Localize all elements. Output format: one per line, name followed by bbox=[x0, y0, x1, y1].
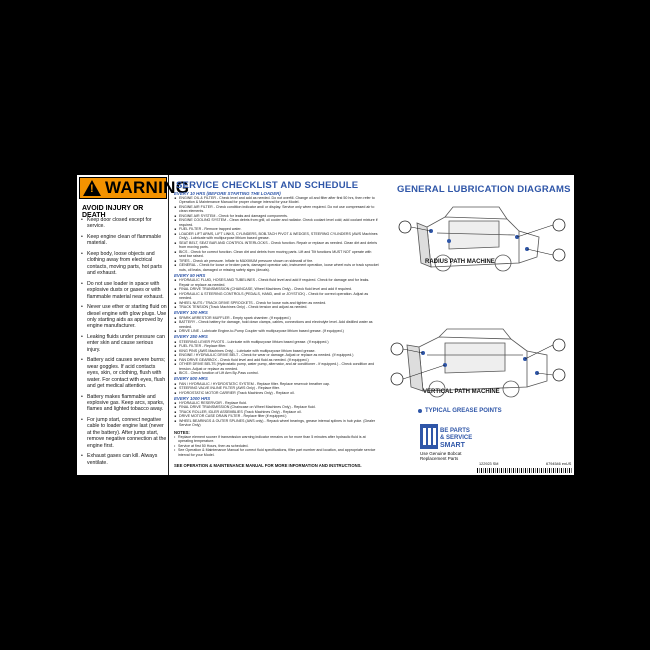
vertical-path-caption: VERTICAL PATH MACHINE bbox=[423, 389, 500, 395]
warning-header bbox=[79, 177, 190, 199]
part-number-right: 6794546 enUS bbox=[546, 462, 572, 466]
logo-caption bbox=[420, 451, 462, 461]
avoid-injury-heading: AVOID INJURY OR DEATH bbox=[82, 205, 144, 219]
lubrication-title: GENERAL LUBRICATION DIAGRAMS bbox=[397, 184, 571, 195]
checklist-body bbox=[174, 190, 379, 457]
schedule-heading: EVERY 10 HRS (BEFORE STARTING THE LOADER) bbox=[174, 190, 281, 196]
checklist-item: ■ STEERING VALVE INLINE FILTER (AWS Only) - Replace filter. bbox=[174, 386, 379, 391]
lubrication-panel bbox=[383, 175, 574, 475]
note-item: • See Operation & Maintenance Manual for correct fluid specifications, filter part number and location, and appropriate service interval for your Model. bbox=[174, 448, 379, 457]
note-item: • Service at first 50 Hours, then as scheduled. bbox=[174, 444, 379, 449]
checklist-item: ■ BICS - Check for correct function. Clean dirt and debris from moving parts. Lift and Tilt functions MUST NOT operate with seat bar raised. bbox=[174, 250, 379, 259]
checklist-item: ■ HYDRAULIC & STEERING CONTROLS (PEDALS, HAND, and/ or JOYSTICK) - Check for correct operation. Adjust as needed. bbox=[174, 292, 379, 301]
warning-item: • Do not use loader in space with explosive dusts or gases or with flammable material near exhaust. bbox=[80, 281, 167, 300]
schedule-heading: EVERY 250 HRS bbox=[174, 334, 208, 340]
checklist-item: ■ FAN / HYDRAULIC / HYDROSTATIC SYSTEM - Replace filter. Replace reservoir breather cap. bbox=[174, 382, 379, 387]
checklist-item: ■ OTHER DRIVE BELTS (Hydrostatic pump, water pump, alternator, and air conditioner - If equipped.) - Check condition and tension. Adjust or replace as needed. bbox=[174, 362, 379, 371]
checklist-item: ■ DRIVE MOTOR CASE DRAIN FILTER - Replace filter (if equipped.) bbox=[174, 414, 379, 419]
checklist-item: ■ WHEEL NUTS / TRACK DRIVE SPROCKETS - Check for loose nuts and tighten as needed. bbox=[174, 301, 379, 306]
checklist-item: ■ GENERAL - Check for loose or broken parts, damaged operator cab, instrument operation, loose wheel nuts or track sprocket nuts, oil leaks, damaged or missing safety signs (decals). bbox=[174, 263, 379, 272]
schedule-heading: EVERY 1000 HRS bbox=[174, 395, 211, 401]
checklist-item: ■ LOADER LIFT ARMS, LIFT LINKS, CYLINDERS, BOB-TACH PIVOT & WEDGES, STEERING CYLINDERS (AWS Machines Only) - Lubricate with multipurpose lithium based grease. bbox=[174, 232, 379, 241]
notes-heading: NOTES: bbox=[174, 429, 190, 435]
part-number-left: 122923 SM bbox=[479, 462, 499, 466]
checklist-item: ■ TIRES - Check air pressure. Inflate to MAXIMUM pressure shown on sidewall of tire. bbox=[174, 259, 379, 264]
warning-item: • Never use ether or starting fluid on diesel engine with glow plugs. Use only starting aids as approved by engine manufacturer. bbox=[80, 304, 167, 330]
warning-item: • Keep door closed except for service. bbox=[80, 217, 167, 230]
checklist-item: ■ STEERING LEVER PIVOTS - Lubricate with multipurpose lithium based grease. (If equipped.) bbox=[174, 340, 379, 345]
checklist-item: ■ ENGINE OIL & FILTER - Check level and add as needed. Do not overfill. Change oil and filter after first 50 hrs, then refer to Operation & Maintenance Manual for proper change interval for your Model. bbox=[174, 196, 379, 205]
checklist-item: ■ WHEEL BEARINGS & OUTER SPLINES (AWS only) - Repack wheel bearings, grease internal splines in hub yoke. (Dealer Service Only) bbox=[174, 419, 379, 428]
logo-caption-line-1: Use Genuine Bobcat bbox=[420, 451, 462, 456]
detail-callout-icon bbox=[399, 221, 411, 233]
checklist-item: ■ ENGINE / HYDRAULIC DRIVE BELT - Check for wear or damage. Adjust or replace as needed. (If equipped.) bbox=[174, 353, 379, 358]
parts-service-smart-logo bbox=[420, 424, 478, 449]
grease-point-icon bbox=[447, 239, 451, 243]
radius-path-caption: RADIUS PATH MACHINE bbox=[425, 259, 495, 265]
legend-label: TYPICAL GREASE POINTS bbox=[425, 408, 502, 414]
warning-title: WARNING bbox=[105, 178, 190, 197]
checklist-item: ■ SPARK ARRESTOR MUFFLER - Empty spark chamber. (If equipped.) bbox=[174, 316, 379, 321]
detail-callout-icon bbox=[553, 369, 565, 381]
detail-callout-icon bbox=[553, 339, 565, 351]
schedule-heading: EVERY 50 HRS bbox=[174, 272, 206, 278]
checklist-item: ■ ENGINE AIR FILTER - Check condition indicator and/ or display. Service only when required. Do not use compressed air to clean elements. bbox=[174, 205, 379, 214]
detail-callout-icon bbox=[553, 219, 565, 231]
warning-item: • Keep engine clean of flammable material. bbox=[80, 234, 167, 247]
lift-arm-outline bbox=[519, 231, 539, 263]
rear-wheel bbox=[503, 381, 519, 397]
checklist-title: SERVICE CHECKLIST AND SCHEDULE bbox=[176, 180, 359, 191]
checklist-item: ■ BICS - Check function of Lift Arm By-Pass control. bbox=[174, 371, 379, 376]
warning-item: • Battery acid causes severe burns; wear goggles. If acid contacts eyes, skin, or clothing, flush with water. For contact with eyes, flush and get medical attention. bbox=[80, 357, 167, 389]
warning-item: • Keep body, loose objects and clothing away from electrical contacts, moving parts, hot parts and exhaust. bbox=[80, 251, 167, 277]
checklist-item: ■ TRACK ROLLER, IDLER ASSEMBLIES (Track Machines Only) - Replace oil. bbox=[174, 410, 379, 415]
warning-item: • For jump start, connect negative cable to loader engine last (never at the battery). After jump start, remove negative connection at the engine first. bbox=[80, 417, 167, 449]
grease-point-icon bbox=[418, 409, 422, 413]
note-item: • Replace element sooner if transmission warning indicator remains on for more than 5 minutes after hydraulic fluid is at operating temperature. bbox=[174, 435, 379, 444]
detail-callout-icon bbox=[391, 373, 403, 385]
detail-callout-icon bbox=[553, 249, 565, 261]
schedule-heading: EVERY 500 HRS bbox=[174, 376, 208, 382]
radius-path-machine-diagram bbox=[387, 197, 569, 297]
service-decal bbox=[77, 175, 574, 475]
logo-caption-line-2: Replacement Parts bbox=[420, 456, 459, 461]
warning-item: • Battery makes flammable and explosive gas. Keep arcs, sparks, flames and lighted tobacco away. bbox=[80, 394, 167, 413]
checklist-item: ■ SEAT BELT, SEAT BAR AND CONTROL INTERLOCKS - Check function. Repair or replace as needed. Clean dirt and debris from moving parts. bbox=[174, 241, 379, 250]
warning-item: • Leaking fluids under pressure can enter skin and cause serious injury. bbox=[80, 334, 167, 353]
notes-section bbox=[174, 430, 379, 458]
checklist-item: ■ FUEL FILTER - Remove trapped water. bbox=[174, 227, 379, 232]
checklist-item: ■ BATTERY - Check battery for damage, hold down clamps, cables, connections and electrolyte level. Add distilled water as needed. bbox=[174, 320, 379, 329]
warning-list bbox=[80, 217, 167, 470]
logo-text-line-3: SMART bbox=[440, 442, 465, 449]
checklist-item: ■ DRIVE LINE - Lubricate Engine-to-Pump Coupler with multipurpose lithium based grease. (If equipped.) bbox=[174, 329, 379, 334]
bucket-outline bbox=[407, 345, 423, 391]
warning-triangle-icon bbox=[83, 180, 101, 196]
checklist-item: ■ FUEL FILTER - Replace filter. bbox=[174, 344, 379, 349]
manual-reference: SEE OPERATION & MAINTENANCE MANUAL FOR MORE INFORMATION AND INSTRUCTIONS. bbox=[174, 463, 362, 468]
checklist-item: ■ HYDRAULIC RESERVOIR - Replace fluid. bbox=[174, 401, 379, 406]
checklist-item: ■ FAN DRIVE GEARBOX - Check fluid level and add fluid as needed. (If equipped.) bbox=[174, 358, 379, 363]
rear-wheel bbox=[495, 255, 511, 271]
schedule-heading: EVERY 100 HRS bbox=[174, 310, 208, 316]
grease-points-legend bbox=[418, 408, 502, 414]
barcode bbox=[477, 468, 573, 473]
checklist-panel bbox=[171, 175, 381, 475]
checklist-item: ■ ENGINE COOLING SYSTEM - Clean debris from grill, oil cooler and radiator. Check coolant level cold; add coolant mixture if required. bbox=[174, 218, 379, 227]
cab-window-outline bbox=[445, 343, 505, 373]
logo-text-line-2: & SERVICE bbox=[440, 435, 473, 441]
checklist-item: ■ KING PINS (AWS Machines Only) - Lubricate with multipurpose lithium based grease. bbox=[174, 349, 379, 354]
cab-window-outline bbox=[449, 221, 499, 249]
warning-item: • Exhaust gases can kill. Always ventilate. bbox=[80, 453, 167, 466]
checklist-item: ■ TRACK TENSION (Track Machines Only) - Check tension and adjust as needed. bbox=[174, 305, 379, 310]
checklist-item: ■ HYDRAULIC FLUID, HOSES AND TUBELINES - Check fluid level and add if required. Check for damage and for leaks. Repair or replace as needed. bbox=[174, 278, 379, 287]
checklist-item: ■ FINAL DRIVE TRANSMISSION (Chaincase on Wheel Machines Only) - Replace fluid. bbox=[174, 405, 379, 410]
detail-callout-icon bbox=[391, 343, 403, 355]
logo-text-line-1: BE PARTS bbox=[440, 428, 470, 434]
checklist-item: ■ ENGINE AIR SYSTEM - Check for leaks and damaged components. bbox=[174, 214, 379, 219]
checklist-item: ■ FINAL DRIVE TRANSMISSION (CHAINCASE, Wheel Machines Only) - Check fluid level and add if required. bbox=[174, 287, 379, 292]
vertical-path-machine-diagram bbox=[387, 325, 569, 433]
checklist-item: ■ HYDROSTATIC MOTOR CARRIER (Track Machines Only) - Replace oil. bbox=[174, 391, 379, 396]
